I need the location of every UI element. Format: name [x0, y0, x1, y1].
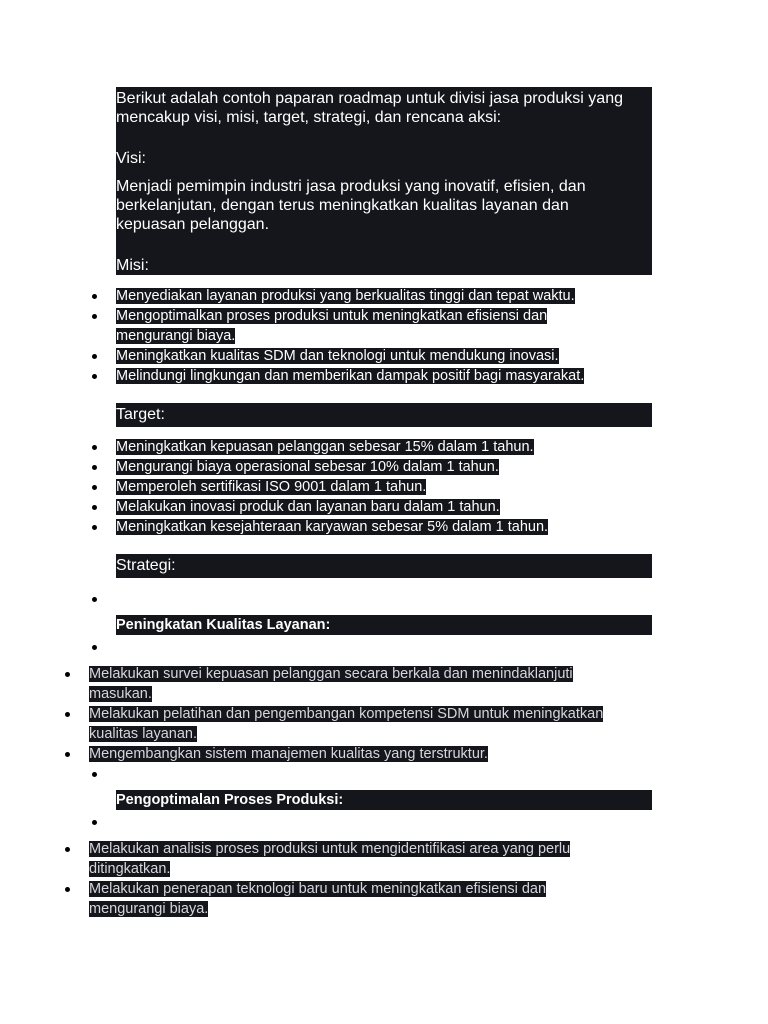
bullet-icon — [65, 752, 70, 757]
bullet-icon — [92, 505, 97, 510]
list-item: Menyediakan layanan produksi yang berkualitas tinggi dan tepat waktu. — [116, 286, 636, 306]
list-item: Melindungi lingkungan dan memberikan dampak positif bagi masyarakat. — [116, 366, 636, 386]
bullet-icon — [92, 820, 97, 825]
target-heading: Target: — [116, 403, 652, 427]
bullet-icon — [92, 294, 97, 299]
list-item: Mengoptimalkan proses produksi untuk meningkatkan efisiensi dan mengurangi biaya. — [116, 306, 586, 346]
bullet-icon — [92, 314, 97, 319]
list-item: Melakukan survei kepuasan pelanggan secara berkala dan menindaklanjuti masukan. — [89, 664, 614, 704]
visi-text: Menjadi pemimpin industri jasa produksi yang inovatif, efisien, dan berkelanjutan, dengan terus meningkatkan kualitas layanan dan kepuasan pelanggan. — [116, 178, 586, 233]
bullet-icon — [92, 374, 97, 379]
bullet-icon — [65, 672, 70, 677]
bullet-icon — [92, 597, 97, 602]
bullet-icon — [92, 465, 97, 470]
intro-visi-block — [116, 87, 652, 275]
list-item: Meningkatkan kepuasan pelanggan sebesar 15% dalam 1 tahun. — [116, 437, 636, 457]
list-item: Meningkatkan kesejahteraan karyawan sebesar 5% dalam 1 tahun. — [116, 517, 636, 537]
bullet-icon — [92, 445, 97, 450]
intro-text: Berikut adalah contoh paparan roadmap untuk divisi jasa produksi yang mencakup visi, misi, target, strategi, dan rencana aksi: — [116, 90, 623, 126]
section-title-proses: Pengoptimalan Proses Produksi: — [116, 790, 652, 810]
visi-heading: Visi: — [116, 150, 146, 167]
misi-list — [116, 286, 636, 386]
list-item: Melakukan analisis proses produksi untuk mengidentifikasi area yang perlu ditingkatkan. — [89, 839, 609, 879]
bullet-icon — [92, 354, 97, 359]
strategi-heading: Strategi: — [116, 554, 652, 578]
bullet-icon — [65, 887, 70, 892]
list-item: Melakukan inovasi produk dan layanan baru dalam 1 tahun. — [116, 497, 636, 517]
list-item: Melakukan penerapan teknologi baru untuk meningkatkan efisiensi dan mengurangi biaya. — [89, 879, 589, 919]
kualitas-list — [89, 664, 641, 764]
bullet-icon — [65, 712, 70, 717]
proses-list — [89, 839, 609, 919]
bullet-icon — [92, 525, 97, 530]
list-item: Melakukan pelatihan dan pengembangan kompetensi SDM untuk meningkatkan kualitas layanan. — [89, 704, 641, 744]
bullet-icon — [92, 485, 97, 490]
bullet-icon — [92, 772, 97, 777]
list-item: Meningkatkan kualitas SDM dan teknologi untuk mendukung inovasi. — [116, 346, 636, 366]
misi-heading: Misi: — [116, 257, 149, 274]
list-item: Mengurangi biaya operasional sebesar 10% dalam 1 tahun. — [116, 457, 636, 477]
bullet-icon — [65, 847, 70, 852]
section-title-kualitas: Peningkatan Kualitas Layanan: — [116, 615, 652, 635]
list-item: Mengembangkan sistem manajemen kualitas yang terstruktur. — [89, 744, 641, 764]
bullet-icon — [92, 645, 97, 650]
target-list — [116, 437, 636, 537]
list-item: Memperoleh sertifikasi ISO 9001 dalam 1 tahun. — [116, 477, 636, 497]
